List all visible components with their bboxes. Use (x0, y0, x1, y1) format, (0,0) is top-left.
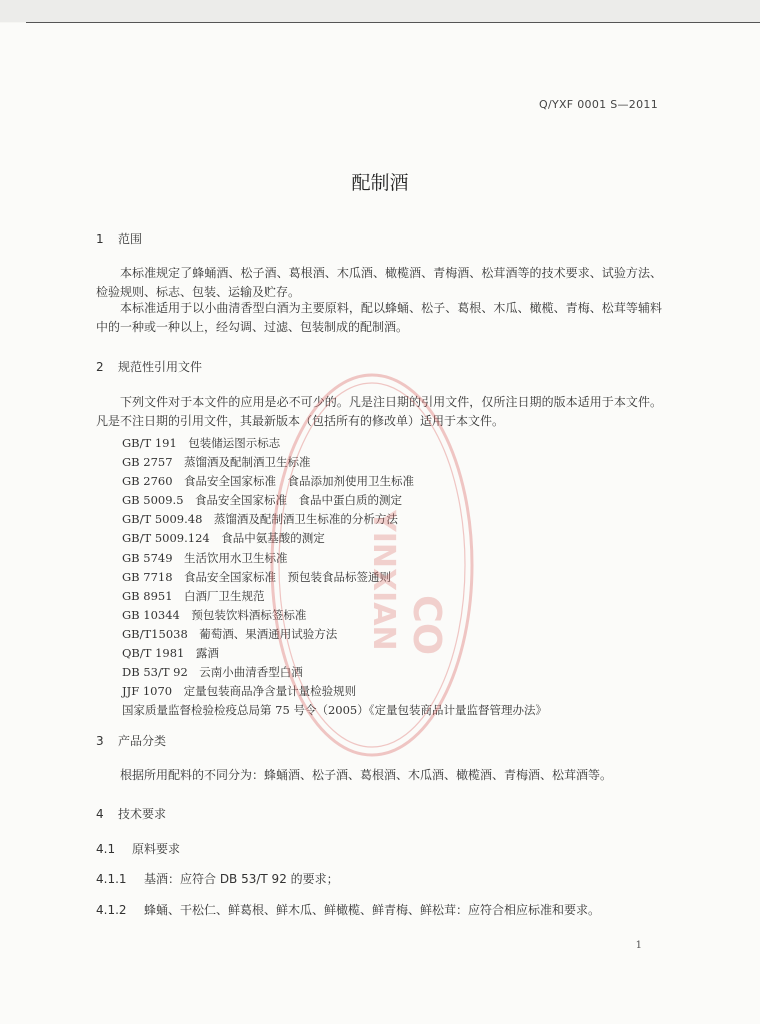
section-number: 3 (96, 734, 104, 748)
reference-item: GB/T 5009.48 蒸馏酒及配制酒卫生标准的分析方法 (122, 512, 398, 527)
reference-item: GB 2760 食品安全国家标准 食品添加剂使用卫生标准 (122, 474, 415, 489)
section-1-heading (96, 230, 142, 247)
svg-text:CO: CO (405, 595, 449, 656)
section-title: 技术要求 (118, 807, 167, 821)
reference-item: GB 7718 食品安全国家标准 预包装食品标签通则 (122, 569, 392, 584)
scope-paragraph-1: 本标准规定了蜂蛹酒、松子酒、葛根酒、木瓜酒、橄榄酒、青梅酒、松茸酒等的技术要求、试验方法、检验规则、标志、包装、运输及贮存。 (96, 266, 662, 299)
section-number: 1 (96, 232, 104, 246)
scope-paragraph-2: 本标准适用于以小曲清香型白酒为主要原料，配以蜂蛹、松子、葛根、木瓜、橄榄、青梅、松茸等辅料中的一种或一种以上，经勾调、过滤、包装制成的配制酒。 (96, 301, 662, 334)
clause-text: 蜂蛹、干松仁、鲜葛根、鲜木瓜、鲜橄榄、鲜青梅、鲜松茸：应符合相应标准和要求。 (144, 903, 601, 917)
reference-item: GB/T 191 包装储运图示标志 (122, 436, 281, 450)
reference-item: GB/T15038 葡萄酒、果酒通用试验方法 (122, 626, 338, 641)
reference-item: JJF 1070 定量包装商品净含量计量检验规则 (122, 684, 357, 699)
clause-4-1-2 (96, 901, 600, 918)
scan-edge (0, 0, 760, 22)
section-2-heading (96, 358, 202, 375)
svg-text:YINXIAN: YINXIAN (366, 510, 401, 651)
page-number: 1 (635, 940, 642, 951)
section-number: 2 (96, 360, 104, 374)
classification-paragraph: 根据所用配料的不同分为：蜂蛹酒、松子酒、葛根酒、木瓜酒、橄榄酒、青梅酒、松茸酒等。 (120, 768, 613, 782)
reference-item: QB/T 1981 露酒 (122, 646, 219, 661)
section-number: 4 (96, 807, 104, 821)
reference-item: GB 5749 生活饮用水卫生标准 (122, 550, 288, 565)
subsection-title: 原料要求 (132, 842, 181, 856)
clause-number: 4.1.1 (96, 872, 127, 886)
reference-item: GB 8951 白酒厂卫生规范 (122, 588, 265, 603)
section-title: 产品分类 (118, 734, 167, 748)
section-4-heading (96, 805, 166, 822)
clause-number: 4.1.2 (96, 903, 127, 917)
reference-item: GB/T 5009.124 食品中氨基酸的测定 (122, 531, 325, 546)
reference-list (122, 434, 547, 720)
subsection-4-1-heading (96, 840, 180, 857)
reference-item: DB 53/T 92 云南小曲清香型白酒 (122, 665, 303, 680)
standard-code: Q/YXF 0001 S—2011 (538, 98, 658, 111)
clause-4-1-1 (96, 870, 339, 887)
section-title: 范围 (118, 232, 143, 246)
section-3-heading (96, 732, 166, 749)
section-title: 规范性引用文件 (118, 360, 203, 374)
reference-item: GB 2757 蒸馏酒及配制酒卫生标准 (122, 455, 311, 470)
reference-item: GB 5009.5 食品安全国家标准 食品中蛋白质的测定 (122, 493, 403, 508)
clause-text: 基酒：应符合 DB 53/T 92 的要求； (144, 872, 339, 886)
reference-item: GB 10344 预包装饮料酒标签标准 (122, 607, 307, 622)
reference-item: 国家质量监督检验检疫总局第 75 号令（2005）《定量包装商品计量监督管理办法》 (122, 703, 547, 718)
subsection-number: 4.1 (96, 842, 116, 856)
references-intro-paragraph: 下列文件对于本文件的应用是必不可少的。凡是注日期的引用文件，仅所注日期的版本适用于本文件。凡是不注日期的引用文件，其最新版本（包括所有的修改单）适用于本文件。 (96, 395, 662, 428)
document-title: 配制酒 (351, 172, 409, 194)
